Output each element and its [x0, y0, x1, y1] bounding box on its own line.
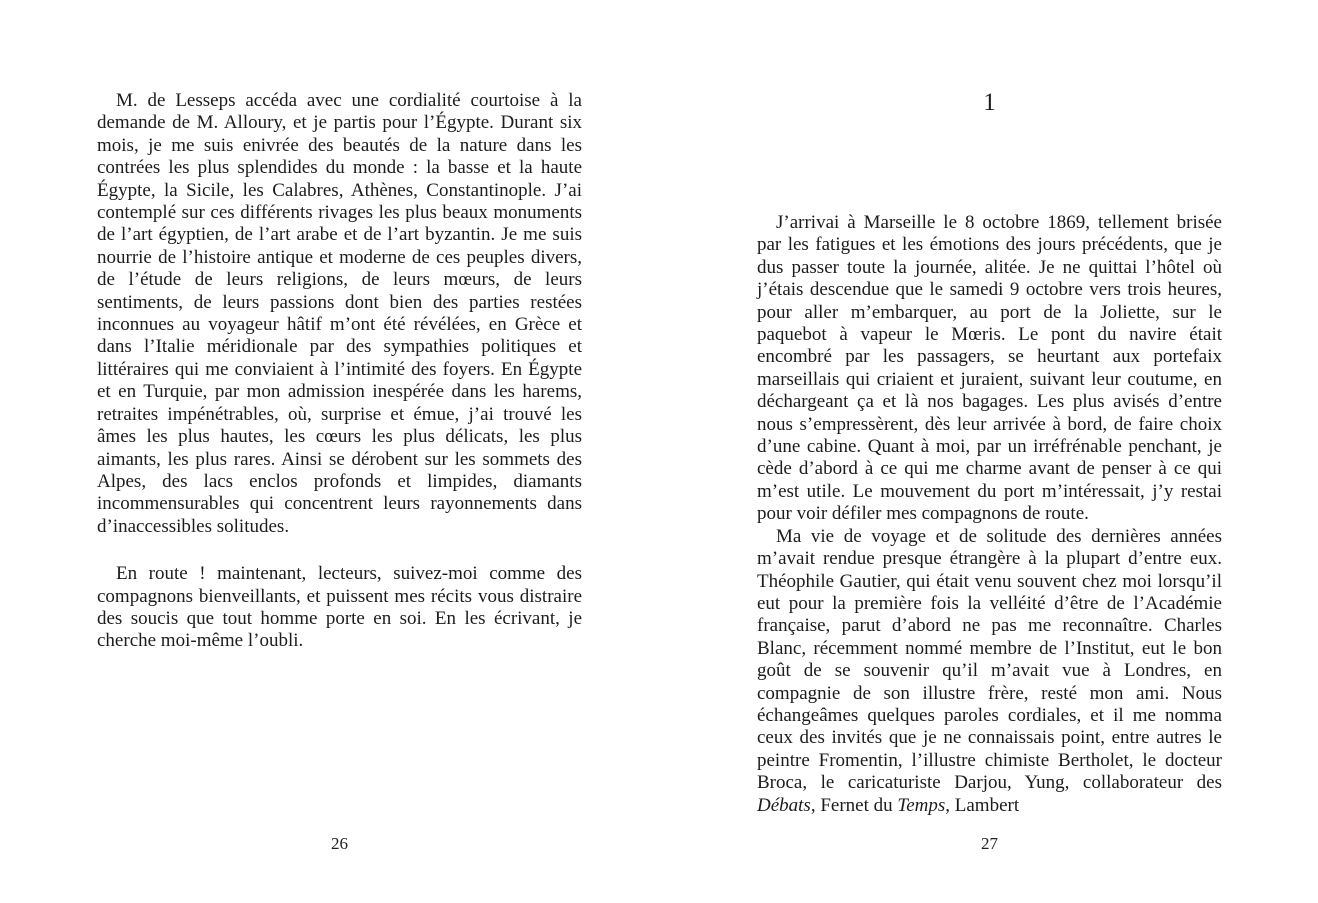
paragraph: J’arrivai à Marseille le 8 octobre 1869, tellement brisée par les fatigues et les émotions des jours précédents, que je dus passer toute la journée, alitée. Je ne quittai l’hôtel où j’étais descendue que le samedi 9 octobre vers trois heures, pour aller m’embarquer, au port de la Joliette, sur le paquebot à vapeur le Mœris. Le pont du navire était encombré par les passagers, se heurtant aux portefaix marseillais qui criaient et juraient, suivant leur coutume, en déchargeant ça et là nos bagages. Les plus avisés d’entre nous s’empressèrent, dès leur arrivée à bord, de faire choix d’une cabine. Quant à moi, par un irréfrénable penchant, je cède d’abord à ce qui me charme avant de penser à ce qui m’est utile. Le mouvement du port m’intéressait, j’y restai pour voir défiler mes compagnons de route.	[757, 212, 1222, 525]
paragraph: M. de Lesseps accéda avec une cordialité courtoise à la demande de M. Alloury, et je partis pour l’Égypte. Durant six mois, je me suis enivrée des beautés de la nature dans les contrées les plus splendides du monde : la basse et la haute Égypte, la Sicile, les Calabres, Athènes, Constantinople. J’ai contemplé sur ces différents rivages les plus beaux monuments de l’art égyptien, de l’art arabe et de l’art byzantin. Je me suis nourrie de l’histoire antique et moderne de ces peuples divers, de l’étude de leurs religions, de leurs mœurs, de leurs sentiments, de leurs passions dont bien des parties restées inconnues au voyageur hâtif m’ont été révélées, en Grèce et dans l’Italie méridionale par des sympathies politiques et littéraires qui me conviaient à l’intimité des foyers. En Égypte et en Turquie, par mon admission inespérée dans les harems, retraites impénétrables, où, surprise et émue, j’ai trouvé les âmes les plus hautes, les cœurs les plus délicats, les plus aimants, les plus rares. Ainsi se dérobent sur les sommets des Alpes, des lacs enclos profonds et limpides, diamants incommensurables qui concentrent leurs rayonnements dans d’inaccessibles solitudes.	[97, 90, 582, 537]
paragraph: En route ! maintenant, lecteurs, suivez-moi comme des compagnons bienveillants, et puissent mes récits vous distraire des soucis que tout homme porte en soi. En les écrivant, je cherche moi-même l’oubli.	[97, 563, 582, 652]
right-page	[757, 90, 1222, 817]
page-number: 26	[331, 834, 348, 853]
chapter-heading: 1	[983, 89, 996, 116]
paragraph: Ma vie de voyage et de solitude des dernières années m’avait rendue presque étrangère à la plupart d’entre eux. Théophile Gautier, qui était venu souvent chez moi lorsqu’il eut pour la première fois la velléité d’être de l’Académie française, parut d’abord ne pas me reconnaître. Charles Blanc, récemment nommé membre de l’Institut, eut le bon goût de se souvenir qu’il m’avait vue à Londres, en compagnie de son illustre frère, resté mon ami. Nous échangeâmes quelques paroles cordiales, et il me nomma ceux des invités que je ne connaissais point, entre autres le peintre Fromentin, l’illustre chimiste Bertholet, le docteur Broca, le caricaturiste Darjou, Yung, collaborateur des Débats, Fernet du Temps, Lambert	[757, 525, 1222, 816]
left-page	[97, 90, 582, 653]
page-number: 27	[981, 834, 998, 853]
